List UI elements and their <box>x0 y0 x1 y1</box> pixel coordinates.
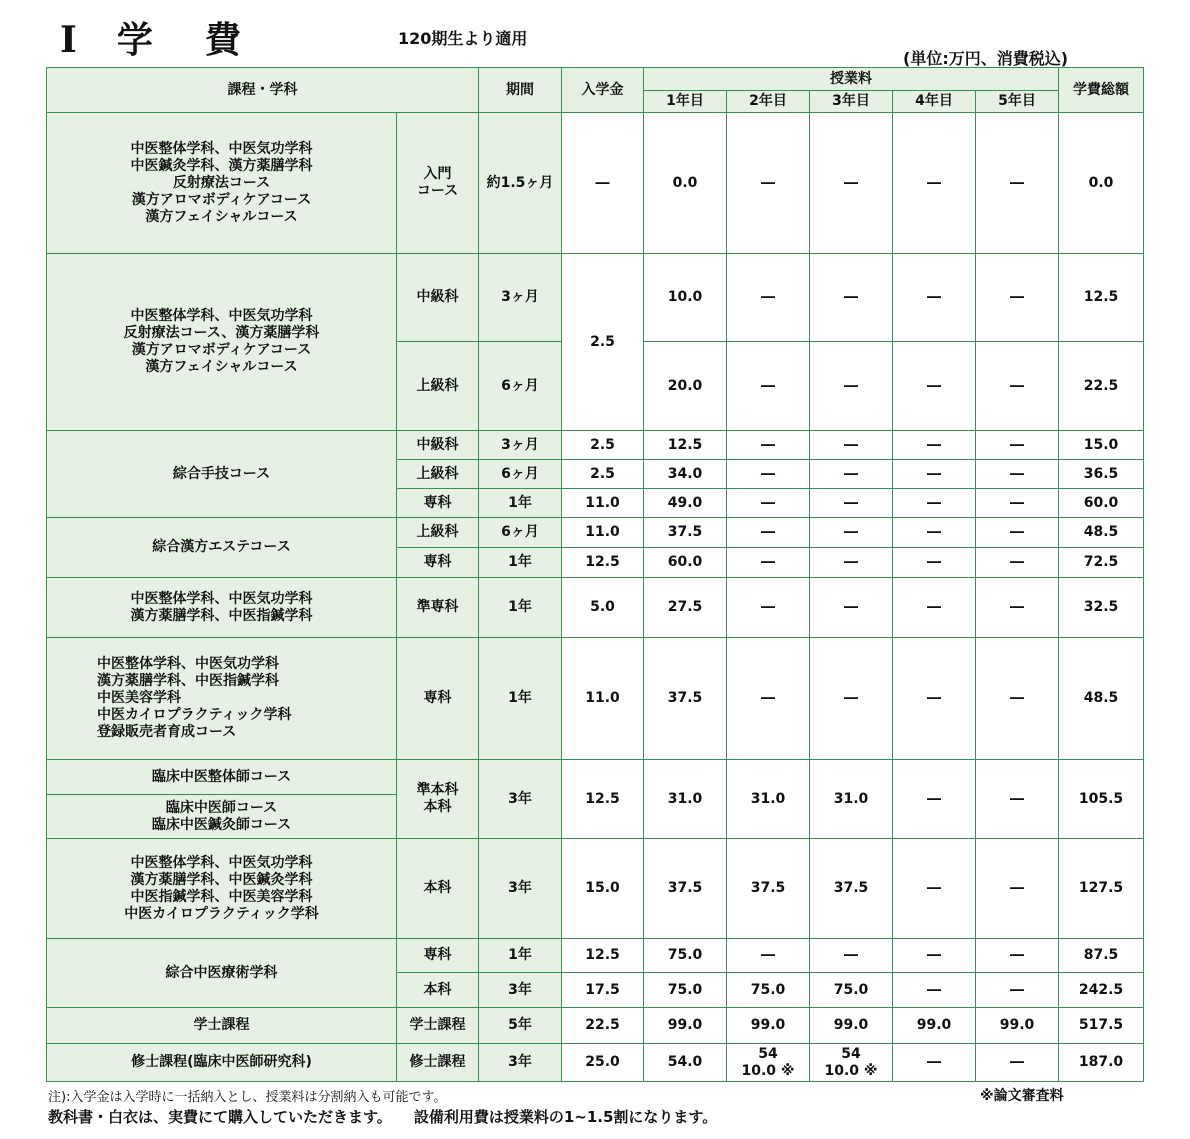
entrance-fee: 25.0 <box>562 1044 644 1082</box>
tuition-y2: ― <box>727 638 810 760</box>
total-fee: 187.0 <box>1059 1044 1144 1082</box>
tuition-y2: ― <box>727 578 810 638</box>
course-level: 専科 <box>397 548 479 578</box>
tuition-y5: ― <box>976 839 1059 939</box>
entrance-fee: 15.0 <box>562 839 644 939</box>
course-period: 6ヶ月 <box>479 518 562 548</box>
tuition-y2: 99.0 <box>727 1008 810 1044</box>
tuition-y4: ― <box>893 254 976 342</box>
tuition-y5: ― <box>976 342 1059 431</box>
total-fee: 22.5 <box>1059 342 1144 431</box>
year1-header: 1年目 <box>644 91 727 113</box>
tuition-y1: 75.0 <box>644 973 727 1008</box>
course-level: 上級科 <box>397 460 479 489</box>
course-level: 上級科 <box>397 342 479 431</box>
header-row-1 <box>47 68 1144 91</box>
tuition-y4: ― <box>893 1044 976 1082</box>
course-name: 臨床中医師コース 臨床中医鍼灸師コース <box>47 795 397 839</box>
tuition-y1: 49.0 <box>644 489 727 518</box>
course-level: 本科 <box>397 973 479 1008</box>
course-period: 1年 <box>479 638 562 760</box>
tuition-y1: 60.0 <box>644 548 727 578</box>
course-level: 専科 <box>397 638 479 760</box>
course-name: 学士課程 <box>47 1008 397 1044</box>
total-fee: 48.5 <box>1059 518 1144 548</box>
tuition-y4: ― <box>893 839 976 939</box>
tuition-y5: ― <box>976 638 1059 760</box>
course-period: 1年 <box>479 578 562 638</box>
course-level: 中級科 <box>397 254 479 342</box>
course-period: 6ヶ月 <box>479 342 562 431</box>
tuition-y4: ― <box>893 489 976 518</box>
tuition-y2: ― <box>727 460 810 489</box>
tuition-y3: 75.0 <box>810 973 893 1008</box>
tuition-header: 授業料 <box>644 68 1059 91</box>
tuition-y3: ― <box>810 489 893 518</box>
course-period: 3ヶ月 <box>479 431 562 460</box>
tuition-y3: ― <box>810 342 893 431</box>
total-fee: 517.5 <box>1059 1008 1144 1044</box>
entrance-fee: 11.0 <box>562 638 644 760</box>
tuition-y3: ― <box>810 254 893 342</box>
table-row <box>47 578 1144 638</box>
tuition-y3: ― <box>810 518 893 548</box>
tuition-y1: 37.5 <box>644 518 727 548</box>
tuition-y1: 37.5 <box>644 638 727 760</box>
total-fee: 105.5 <box>1059 760 1144 839</box>
tuition-y1: 99.0 <box>644 1008 727 1044</box>
section-number: Ⅰ <box>60 19 79 61</box>
table-row <box>47 839 1144 939</box>
course-period: 3年 <box>479 1044 562 1082</box>
year3-header: 3年目 <box>810 91 893 113</box>
period-header: 期間 <box>479 68 562 113</box>
tuition-y1: 37.5 <box>644 839 727 939</box>
tuition-y2: 31.0 <box>727 760 810 839</box>
total-fee: 36.5 <box>1059 460 1144 489</box>
total-fee: 12.5 <box>1059 254 1144 342</box>
tuition-y2: ― <box>727 548 810 578</box>
course-level: 上級科 <box>397 518 479 548</box>
tuition-y4: ― <box>893 973 976 1008</box>
tuition-y5: ― <box>976 760 1059 839</box>
course-period: 6ヶ月 <box>479 460 562 489</box>
course-name: 修士課程(臨床中医師研究科) <box>47 1044 397 1082</box>
unit-note: (単位:万円、消費税込) <box>903 49 1069 68</box>
tuition-y1: 12.5 <box>644 431 727 460</box>
tuition-y2: ― <box>727 489 810 518</box>
tuition-y5: ― <box>976 460 1059 489</box>
tuition-y2: 54 10.0 ※ <box>727 1044 810 1082</box>
course-header: 課程・学科 <box>47 68 479 113</box>
tuition-y3: ― <box>810 638 893 760</box>
course-level: 専科 <box>397 939 479 973</box>
tuition-y4: 99.0 <box>893 1008 976 1044</box>
textbook-note <box>48 1106 717 1127</box>
tuition-y5: ― <box>976 973 1059 1008</box>
tuition-y2: ― <box>727 342 810 431</box>
tuition-y5: ― <box>976 518 1059 548</box>
total-fee: 60.0 <box>1059 489 1144 518</box>
textbook-note-text: 教科書・白衣は、実費にて購入していただきます。 <box>48 1108 392 1126</box>
course-level: 学士課程 <box>397 1008 479 1044</box>
tuition-y3: ― <box>810 939 893 973</box>
applied-note: 120期生より適用 <box>398 29 528 48</box>
course-name: 臨床中医整体師コース <box>47 760 397 795</box>
course-period: 3年 <box>479 839 562 939</box>
tuition-y3: 99.0 <box>810 1008 893 1044</box>
title-char-1: 学 <box>116 20 155 61</box>
tuition-y4: ― <box>893 638 976 760</box>
course-period: 5年 <box>479 1008 562 1044</box>
table-row <box>47 254 1144 342</box>
tuition-y5: ― <box>976 578 1059 638</box>
table-row <box>47 518 1144 548</box>
tuition-y4: ― <box>893 342 976 431</box>
entrance-fee: 12.5 <box>562 548 644 578</box>
tuition-y5: 99.0 <box>976 1008 1059 1044</box>
tuition-y1: 54.0 <box>644 1044 727 1082</box>
tuition-y3: ― <box>810 548 893 578</box>
tuition-y3: ― <box>810 113 893 254</box>
year2-header: 2年目 <box>727 91 810 113</box>
course-name: 綜合手技コース <box>47 431 397 518</box>
table-row <box>47 760 1144 795</box>
entrance-fee: 2.5 <box>562 460 644 489</box>
tuition-y2: 37.5 <box>727 839 810 939</box>
tuition-y2: 75.0 <box>727 973 810 1008</box>
course-period: 3年 <box>479 760 562 839</box>
entrance-fee: 11.0 <box>562 489 644 518</box>
total-fee: 127.5 <box>1059 839 1144 939</box>
course-level: 入門 コース <box>397 113 479 254</box>
course-period: 1年 <box>479 939 562 973</box>
course-period: 3年 <box>479 973 562 1008</box>
course-level: 修士課程 <box>397 1044 479 1082</box>
tuition-y5: ― <box>976 254 1059 342</box>
tuition-y2: ― <box>727 518 810 548</box>
course-level: 中級科 <box>397 431 479 460</box>
tuition-y2: ― <box>727 254 810 342</box>
entrance-fee: 2.5 <box>562 254 644 431</box>
payment-note: 注):入学金は入学時に一括納入とし、授業料は分割納入も可能です。 <box>48 1090 447 1105</box>
course-name: 中医整体学科、中医気功学科 漢方薬膳学科、中医指鍼学科 <box>47 578 397 638</box>
entrance-fee: 5.0 <box>562 578 644 638</box>
course-period: 約1.5ヶ月 <box>479 113 562 254</box>
tuition-y4: ― <box>893 460 976 489</box>
course-level: 専科 <box>397 489 479 518</box>
entrance-fee: 11.0 <box>562 518 644 548</box>
course-name: 中医整体学科、中医気功学科 反射療法コース、漢方薬膳学科 漢方アロマボディケアコース 漢方フェイシャルコース <box>47 254 397 431</box>
tuition-y2: ― <box>727 431 810 460</box>
tuition-y4: ― <box>893 760 976 839</box>
total-fee: 242.5 <box>1059 973 1144 1008</box>
entrance-fee: 22.5 <box>562 1008 644 1044</box>
course-name: 綜合漢方エステコース <box>47 518 397 578</box>
tuition-y3: 31.0 <box>810 760 893 839</box>
table-row <box>47 431 1144 460</box>
tuition-y5: ― <box>976 489 1059 518</box>
table-row <box>47 1044 1144 1082</box>
tuition-y4: ― <box>893 939 976 973</box>
year5-header: 5年目 <box>976 91 1059 113</box>
course-name: 綜合中医療術学科 <box>47 939 397 1008</box>
tuition-y1: 20.0 <box>644 342 727 431</box>
tuition-y1: 0.0 <box>644 113 727 254</box>
tuition-y1: 34.0 <box>644 460 727 489</box>
total-fee: 0.0 <box>1059 113 1144 254</box>
thesis-fee-note: ※論文審査料 <box>980 1088 1064 1104</box>
total-fee: 32.5 <box>1059 578 1144 638</box>
facility-fee-note: 設備利用費は授業料の1~1.5割になります。 <box>413 1108 718 1126</box>
entrance-fee: 12.5 <box>562 760 644 839</box>
tuition-y4: ― <box>893 548 976 578</box>
tuition-y4: ― <box>893 113 976 254</box>
tuition-y1: 75.0 <box>644 939 727 973</box>
course-name: 中医整体学科、中医気功学科 漢方薬膳学科、中医指鍼学科 中医美容学科 中医カイロプラクティック学科 登録販売者育成コース <box>47 638 397 760</box>
tuition-y4: ― <box>893 518 976 548</box>
course-name: 中医整体学科、中医気功学科 漢方薬膳学科、中医鍼灸学科 中医指鍼学科、中医美容学科 中医カイロプラクティック学科 <box>47 839 397 939</box>
entrance-fee: 17.5 <box>562 973 644 1008</box>
table-row <box>47 113 1144 254</box>
tuition-y3: ― <box>810 431 893 460</box>
table-row <box>47 939 1144 973</box>
table-row <box>47 638 1144 760</box>
course-period: 1年 <box>479 489 562 518</box>
tuition-y2: ― <box>727 939 810 973</box>
year4-header: 4年目 <box>893 91 976 113</box>
tuition-y4: ― <box>893 578 976 638</box>
tuition-y5: ― <box>976 1044 1059 1082</box>
entrance-fee: 2.5 <box>562 431 644 460</box>
total-fee: 87.5 <box>1059 939 1144 973</box>
tuition-y5: ― <box>976 431 1059 460</box>
tuition-y1: 31.0 <box>644 760 727 839</box>
page-title <box>60 12 243 63</box>
tuition-y2: ― <box>727 113 810 254</box>
course-level: 準専科 <box>397 578 479 638</box>
total-header: 学費総額 <box>1059 68 1144 113</box>
entrance-fee: 12.5 <box>562 939 644 973</box>
course-name: 中医整体学科、中医気功学科 中医鍼灸学科、漢方薬膳学科 反射療法コース 漢方アロマボディケアコース 漢方フェイシャルコース <box>47 113 397 254</box>
fee-table <box>46 67 1144 1082</box>
entrance-header: 入学金 <box>562 68 644 113</box>
course-period: 3ヶ月 <box>479 254 562 342</box>
tuition-y5: ― <box>976 113 1059 254</box>
title-char-2: 費 <box>204 20 243 61</box>
tuition-y3: ― <box>810 578 893 638</box>
tuition-y3: ― <box>810 460 893 489</box>
tuition-y1: 10.0 <box>644 254 727 342</box>
course-level: 本科 <box>397 839 479 939</box>
table-row <box>47 1008 1144 1044</box>
total-fee: 72.5 <box>1059 548 1144 578</box>
course-period: 1年 <box>479 548 562 578</box>
total-fee: 15.0 <box>1059 431 1144 460</box>
tuition-y5: ― <box>976 939 1059 973</box>
entrance-fee: ― <box>562 113 644 254</box>
tuition-y3: 37.5 <box>810 839 893 939</box>
total-fee: 48.5 <box>1059 638 1144 760</box>
tuition-y1: 27.5 <box>644 578 727 638</box>
tuition-y5: ― <box>976 548 1059 578</box>
tuition-y4: ― <box>893 431 976 460</box>
course-level: 準本科 本科 <box>397 760 479 839</box>
tuition-y3: 54 10.0 ※ <box>810 1044 893 1082</box>
